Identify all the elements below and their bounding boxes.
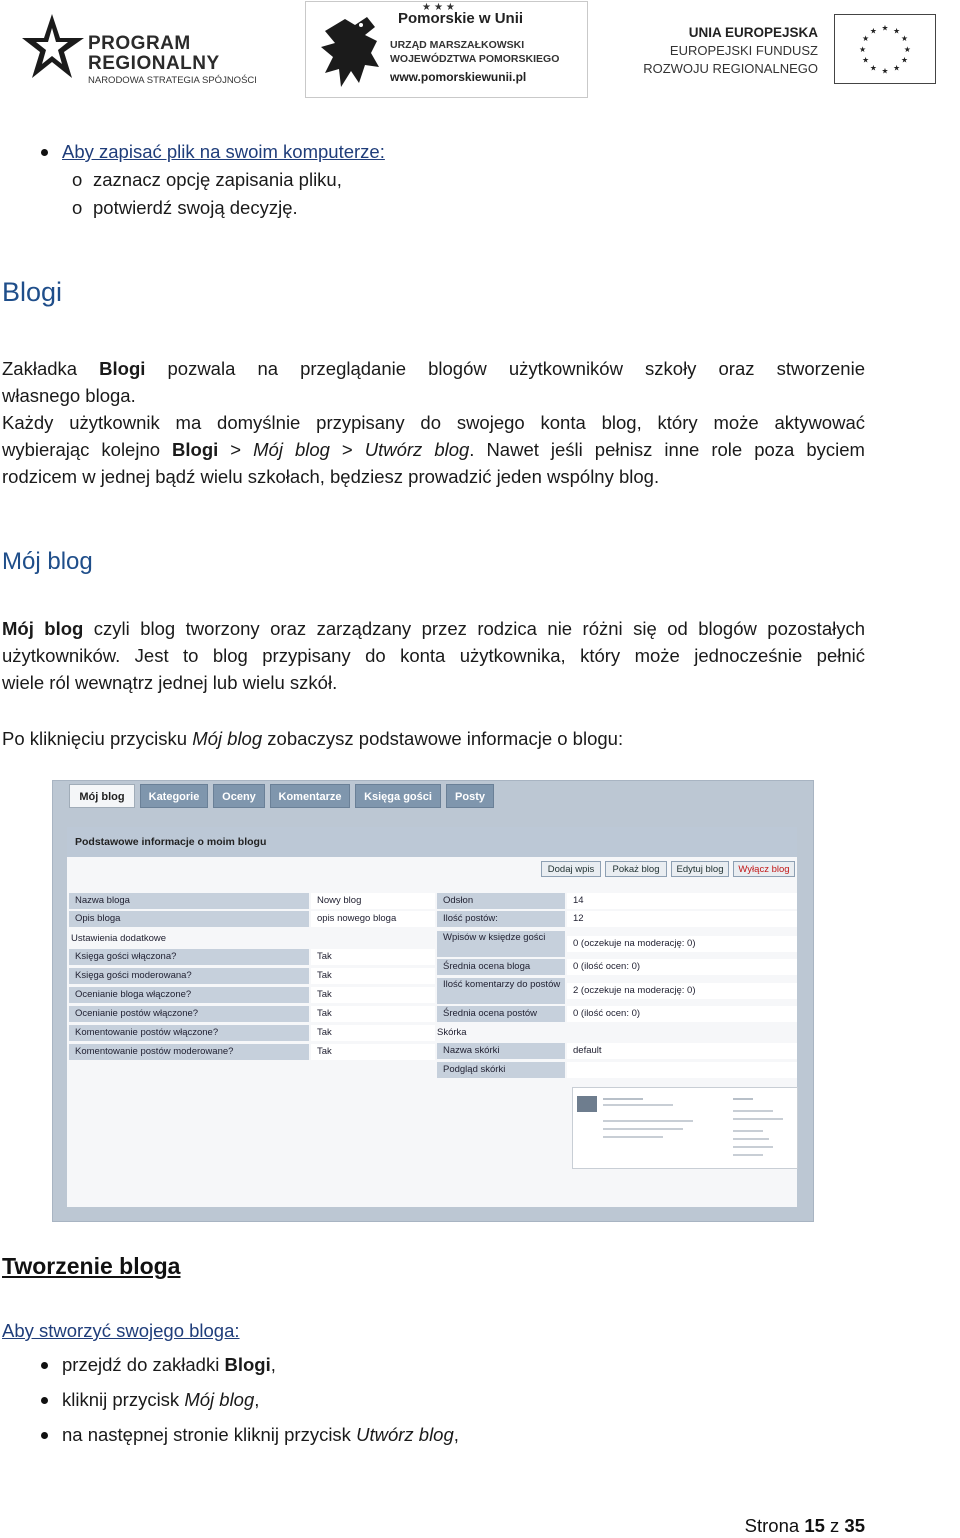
row-label: Księga gości włączona?	[69, 949, 309, 965]
row-value: 12	[567, 911, 797, 927]
pomorskie-logo-url: www.pomorskiewunii.pl	[390, 70, 527, 84]
svg-text:★: ★	[893, 26, 901, 36]
save-item-1: zaznacz opcję zapisania pliku,	[93, 169, 342, 190]
program-logo-line1: PROGRAM	[88, 33, 191, 54]
tworzenie-step-3: na następnej stronie kliknij przycisk Utwórz blog,	[62, 1424, 459, 1445]
blogi-paragraph-1-line-1: Zakładka Blogi pozwala na przeglądanie blogów użytkowników szkoły oraz stworzenie	[2, 358, 865, 379]
row-label: Ocenianie bloga włączone?	[69, 987, 309, 1003]
skin-preview-image	[573, 1088, 797, 1168]
row-value: Tak	[311, 968, 435, 984]
page-number: Strona 15 z 35	[744, 1515, 865, 1536]
row-value: 0 (oczekuje na moderację: 0)	[567, 936, 797, 952]
row-value: 0 (ilość ocen: 0)	[567, 959, 797, 975]
tab-oceny[interactable]: Oceny	[213, 784, 265, 808]
save-item-2: potwierdź swoją decyzję.	[93, 197, 298, 218]
row-value: Tak	[311, 949, 435, 965]
tab-komentarze[interactable]: Komentarze	[270, 784, 350, 808]
svg-text:★: ★	[900, 34, 908, 44]
svg-text:★: ★	[881, 23, 889, 33]
bullet-icon	[41, 1397, 48, 1404]
program-regionalny-logo	[22, 12, 257, 88]
row-label: Ilość komentarzy do postów	[437, 978, 565, 1004]
row-label: Średnia ocena postów	[437, 1006, 565, 1022]
blogi-paragraph-2-line-3: rodzicem w jednej bądź wielu szkołach, będziesz prowadzić jeden wspólny blog.	[2, 466, 660, 487]
row-value: 14	[567, 893, 797, 909]
save-item-marker: o	[72, 169, 83, 190]
row-label: Księga gości moderowana?	[69, 968, 309, 984]
skin-preview-thumbnail	[572, 1087, 798, 1169]
star-logo-icon	[22, 12, 84, 84]
blogi-paragraph-1-line-2: własnego bloga.	[2, 385, 136, 406]
eu-logo-line1: UNIA EUROPEJSKA	[688, 25, 818, 40]
moj-blog-paragraph-line-1: Mój blog czyli blog tworzony oraz zarządzany przez rodzica nie różni się od blogów pozostałych	[2, 618, 866, 639]
moj-blog-paragraph-line-2: użytkowników. Jest to blog przypisany do konta użytkownika, który może jednocześnie pełnić	[2, 645, 865, 666]
row-value: 0 (ilość ocen: 0)	[567, 1006, 797, 1022]
heading-blogi: Blogi	[2, 277, 63, 307]
panel-title: Podstawowe informacje o moim blogu	[67, 827, 797, 857]
griffin-icon	[315, 11, 387, 91]
blogi-paragraph-2-line-2: wybierając kolejno Blogi > Mój blog > Utwórz blog. Nawet jeśli pełnisz inne role poza byciem	[2, 439, 865, 460]
pomorskie-logo-line1: Pomorskie w Unii	[398, 10, 524, 27]
bullet-icon	[41, 1362, 48, 1369]
row-value: opis nowego bloga	[311, 911, 435, 927]
pomorskie-logo	[305, 1, 588, 98]
tab-ksiega-gosci[interactable]: Księga gości	[355, 784, 441, 808]
save-lead: Aby zapisać plik na swoim komputerze:	[62, 141, 385, 162]
row-label: Nazwa skórki	[437, 1043, 565, 1059]
row-label: Podgląd skórki	[437, 1062, 565, 1078]
pomorskie-logo-line2: URZĄD MARSZAŁKOWSKI	[390, 39, 525, 51]
program-logo-line2: REGIONALNY	[88, 53, 220, 74]
program-logo-line3: NARODOWA STRATEGIA SPÓJNOŚCI	[88, 75, 257, 86]
tab-posty[interactable]: Posty	[446, 784, 494, 808]
tworzenie-step-1: przejdź do zakładki Blogi,	[62, 1354, 276, 1375]
heading-moj-blog: Mój blog	[2, 548, 93, 575]
row-value: default	[567, 1043, 797, 1059]
save-item-marker: o	[72, 197, 83, 218]
blog-info-panel	[67, 827, 797, 1207]
row-label: Ilość postów:	[437, 911, 565, 927]
row-label: Komentowanie postów włączone?	[69, 1025, 309, 1041]
stars-icon: ★★★	[422, 2, 458, 13]
row-label: Średnia ocena bloga	[437, 959, 565, 975]
settings-header: Ustawienia dodatkowe	[71, 933, 167, 944]
row-value: Nowy blog	[311, 893, 435, 909]
blog-info-screenshot	[52, 780, 814, 1222]
bullet-icon	[41, 1432, 48, 1439]
row-label: Ocenianie postów włączone?	[69, 1006, 309, 1022]
svg-text:★: ★	[869, 26, 877, 36]
svg-text:★: ★	[869, 63, 877, 73]
row-label: Komentowanie postów moderowane?	[69, 1044, 309, 1060]
row-label: Opis bloga	[69, 911, 309, 927]
eu-logo-line2: EUROPEJSKI FUNDUSZ	[669, 43, 818, 58]
tab-kategorie[interactable]: Kategorie	[140, 784, 208, 808]
row-value: Tak	[311, 1006, 435, 1022]
pomorskie-logo-line3: WOJEWÓDZTWA POMORSKIEGO	[390, 53, 560, 65]
add-post-button[interactable]: Dodaj wpis	[541, 861, 601, 877]
svg-text:★: ★	[893, 63, 901, 73]
heading-tworzenie-bloga: Tworzenie bloga	[2, 1253, 181, 1279]
row-label: Wpisów w księdze gości	[437, 931, 565, 957]
row-value	[567, 1062, 797, 1078]
blog-tabbar	[63, 781, 803, 811]
show-blog-button[interactable]: Pokaż blog	[605, 861, 667, 877]
row-value: Tak	[311, 1025, 435, 1041]
row-value: 2 (oczekuje na moderację: 0)	[567, 983, 797, 999]
row-label: Nazwa bloga	[69, 893, 309, 909]
skin-header: Skórka	[437, 1027, 467, 1038]
row-value: Tak	[311, 987, 435, 1003]
tab-moj-blog[interactable]: Mój blog	[69, 784, 135, 808]
row-label: Odsłon	[437, 893, 565, 909]
svg-text:★: ★	[862, 55, 870, 65]
moj-blog-paragraph-line-3: wiele ról wewnątrz jednej lub wielu szkół.	[2, 672, 338, 693]
bullet-icon	[41, 149, 48, 156]
blogi-paragraph-2-line-1: Każdy użytkownik ma domyślnie przypisany do swojego konta blog, który może aktywować	[2, 412, 865, 433]
disable-blog-button[interactable]: Wyłącz blog	[733, 861, 795, 877]
eu-logo	[643, 20, 938, 90]
tworzenie-step-2: kliknij przycisk Mój blog,	[62, 1389, 260, 1410]
moj-blog-intro: Po kliknięciu przycisku Mój blog zobaczysz podstawowe informacje o blogu:	[2, 728, 624, 749]
svg-text:★: ★	[859, 44, 867, 54]
row-value: Tak	[311, 1044, 435, 1060]
svg-text:★: ★	[862, 34, 870, 44]
eu-logo-line3: ROZWOJU REGIONALNEGO	[643, 61, 818, 76]
eu-flag-icon	[834, 14, 936, 84]
svg-text:★: ★	[881, 66, 889, 76]
tworzenie-lead: Aby stworzyć swojego bloga:	[2, 1320, 240, 1341]
edit-blog-button[interactable]: Edytuj blog	[671, 861, 729, 877]
svg-text:★: ★	[903, 44, 911, 54]
svg-text:★: ★	[900, 55, 908, 65]
